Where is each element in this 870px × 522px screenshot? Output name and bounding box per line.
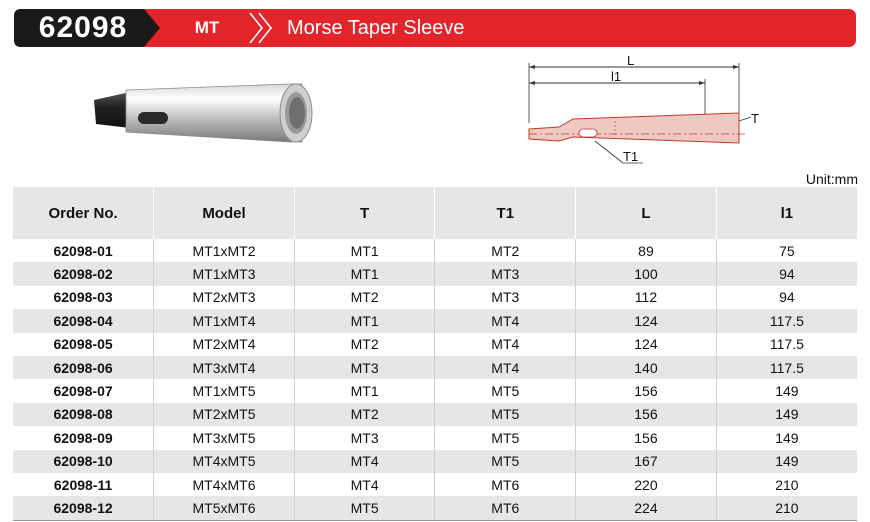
cell-model: MT1xMT5 (154, 379, 295, 402)
cell-l1: 149 (716, 379, 857, 402)
cell-t: MT1 (294, 379, 435, 402)
cell-order-no: 62098-09 (53, 429, 113, 446)
col-header-t1: T1 (435, 187, 576, 239)
cell-model: MT1xMT2 (154, 239, 295, 262)
cell-t: MT1 (294, 309, 435, 332)
col-header-model: Model (154, 187, 295, 239)
cell-l: 156 (576, 403, 717, 426)
cell-l1: 210 (716, 496, 857, 520)
cell-t1: MT3 (435, 286, 576, 309)
cell-model: MT2xMT4 (154, 333, 295, 356)
table-row (13, 239, 857, 262)
cell-t1: MT3 (435, 262, 576, 285)
product-title: Morse Taper Sleeve (287, 17, 465, 39)
cell-model: MT3xMT4 (154, 356, 295, 379)
cell-order-no: 62098-02 (13, 262, 154, 285)
cell-model: MT1xMT3 (154, 262, 295, 285)
table-row (13, 379, 857, 402)
cell-l1: 75 (716, 239, 857, 262)
col-header-order-no: Order No. (13, 187, 154, 239)
cell-t1: MT6 (435, 473, 576, 496)
spec-table (13, 187, 857, 521)
cell-l1: 149 (716, 403, 857, 426)
cell-t: MT1 (294, 239, 435, 262)
cell-l1: 94 (716, 262, 857, 285)
cell-t1: MT6 (435, 496, 576, 520)
cell-l1: 149 (716, 426, 857, 449)
cell-t1: MT2 (435, 239, 576, 262)
table-row (13, 426, 857, 449)
cell-model: MT3xMT5 (154, 426, 295, 449)
cell-l: 224 (576, 496, 717, 520)
label-T1: T1 (623, 149, 639, 164)
cell-l1: 117.5 (716, 333, 857, 356)
col-header-l1: l1 (716, 187, 857, 239)
series-label: MT (194, 18, 220, 37)
cell-l: 112 (576, 286, 717, 309)
product-code: 62098 (38, 11, 128, 44)
cell-order-no: 62098-07 (53, 383, 113, 400)
cell-order-no: 62098-12 (13, 496, 154, 520)
cell-order-no: 62098-08 (13, 403, 154, 426)
cell-l: 140 (576, 356, 717, 379)
cell-l1: 117.5 (716, 356, 857, 379)
cell-t1: MT4 (435, 356, 576, 379)
cell-l: 124 (576, 333, 717, 356)
product-image (90, 80, 330, 155)
table-row (13, 356, 857, 379)
cell-l1: 117.5 (716, 309, 857, 332)
cell-order-no: 62098-03 (53, 289, 113, 306)
col-header-l: L (576, 187, 717, 239)
cell-t: MT2 (294, 403, 435, 426)
cell-t: MT4 (294, 473, 435, 496)
cell-l1: 94 (716, 286, 857, 309)
cell-t: MT4 (294, 450, 435, 473)
cell-order-no: 62098-10 (13, 450, 154, 473)
table-row (13, 403, 857, 426)
cell-l: 156 (576, 426, 717, 449)
cell-order-no: 62098-01 (53, 242, 113, 259)
cell-model: MT2xMT5 (154, 403, 295, 426)
cell-t1: MT5 (435, 426, 576, 449)
cell-t1: MT5 (435, 403, 576, 426)
cell-model: MT5xMT6 (154, 496, 295, 520)
cell-l: 89 (576, 239, 717, 262)
cell-t: MT2 (294, 333, 435, 356)
cell-model: MT2xMT3 (154, 286, 295, 309)
cell-t: MT5 (294, 496, 435, 520)
table-row (13, 262, 857, 285)
technical-drawing (515, 55, 775, 180)
cell-t: MT2 (294, 286, 435, 309)
label-l1: l1 (611, 69, 622, 84)
cell-model: MT4xMT5 (154, 450, 295, 473)
col-header-t: T (294, 187, 435, 239)
cell-t1: MT4 (435, 309, 576, 332)
cell-l: 156 (576, 379, 717, 402)
table-row (13, 496, 857, 520)
cell-order-no: 62098-11 (53, 476, 113, 493)
table-header-row (13, 187, 857, 239)
cell-l: 100 (576, 262, 717, 285)
cell-order-no: 62098-04 (13, 309, 154, 332)
cell-t1: MT5 (435, 379, 576, 402)
cell-l: 220 (576, 473, 717, 496)
cell-model: MT1xMT4 (154, 309, 295, 332)
unit-label: Unit:mm (805, 171, 858, 187)
cell-t: MT3 (294, 426, 435, 449)
cell-t: MT3 (294, 356, 435, 379)
table-row (13, 309, 857, 332)
cell-l: 124 (576, 309, 717, 332)
table-row (13, 333, 857, 356)
cell-model: MT4xMT6 (154, 473, 295, 496)
cell-t: MT1 (294, 262, 435, 285)
cell-t1: MT4 (435, 333, 576, 356)
cell-l1: 210 (716, 473, 857, 496)
table-row (13, 473, 857, 496)
cell-order-no: 62098-05 (53, 336, 113, 353)
label-L: L (627, 55, 635, 68)
cell-l: 167 (576, 450, 717, 473)
table-row (13, 450, 857, 473)
table-row (13, 286, 857, 309)
label-T: T (751, 111, 759, 126)
cell-order-no: 62098-06 (13, 356, 154, 379)
cell-t1: MT5 (435, 450, 576, 473)
cell-l1: 149 (716, 450, 857, 473)
